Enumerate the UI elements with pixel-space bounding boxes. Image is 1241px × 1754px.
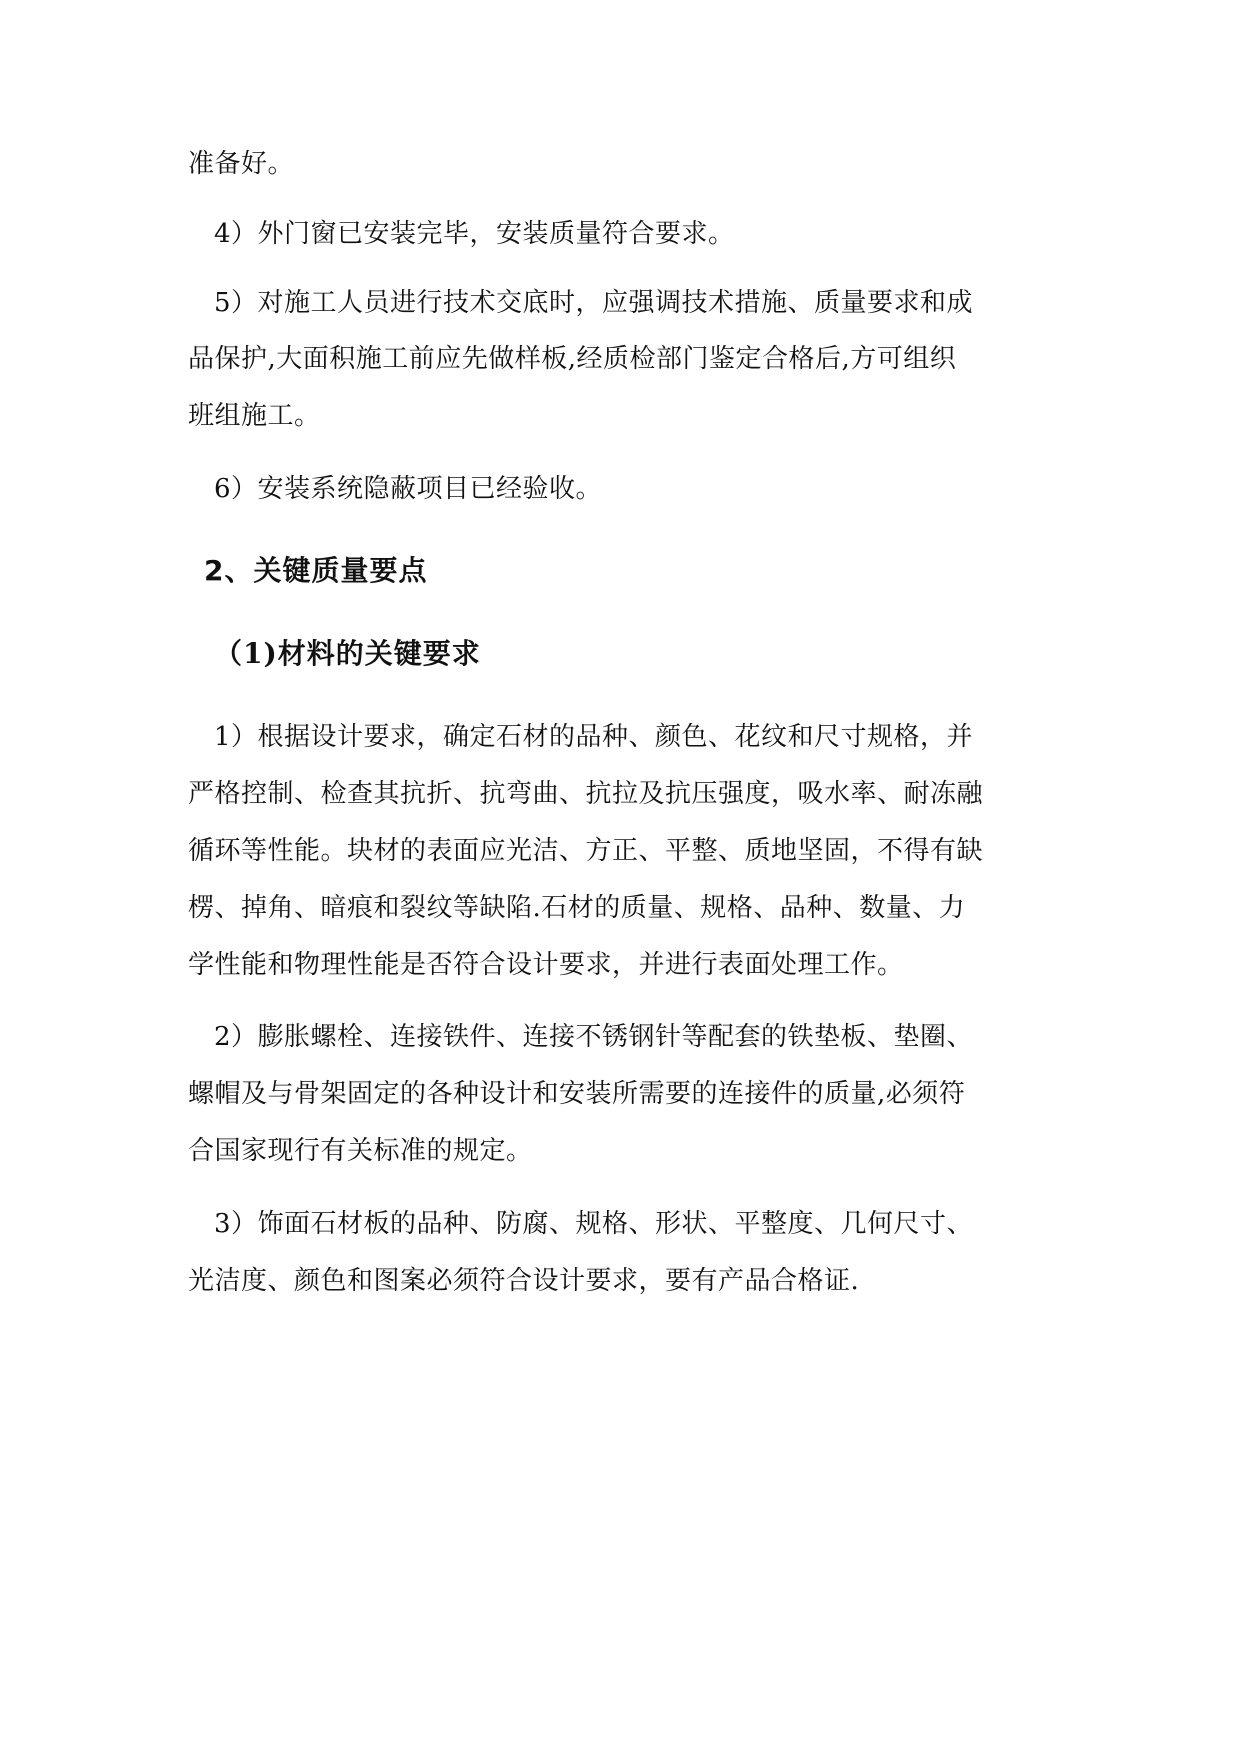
material-item-1-line-5: 学性能和物理性能是否符合设计要求，并进行表面处理工作。 [188,950,904,980]
material-item-2-line-3: 合国家现行有关标准的规定。 [188,1136,533,1166]
material-item-1-line-4: 楞、掉角、暗痕和裂纹等缺陷.石材的质量、规格、品种、数量、力 [188,893,966,923]
material-item-3-line-2: 光洁度、颜色和图案必须符合设计要求，要有产品合格证. [188,1266,860,1296]
material-item-1-line-3: 循环等性能。块材的表面应光洁、方正、平整、质地坚固，不得有缺 [188,836,984,866]
material-item-2-line-2: 螺帽及与骨架固定的各种设计和安装所需要的连接件的质量,必须符 [188,1079,966,1109]
section-heading: 2、关键质量要点 [204,554,428,587]
material-item-1-line-2: 严格控制、检查其抗折、抗弯曲、抗拉及抗压强度，吸水率、耐冻融 [188,779,984,809]
subsection-heading: （1)材料的关键要求 [214,637,481,670]
list-item-5-line-3: 班组施工。 [188,401,321,431]
material-item-2-line-1: 2）膨胀螺栓、连接铁件、连接不锈钢针等配套的铁垫板、垫圈、 [214,1022,974,1052]
material-item-1-line-1: 1）根据设计要求，确定石材的品种、颜色、花纹和尺寸规格，并 [214,722,974,752]
material-item-3-line-1: 3）饰面石材板的品种、防腐、规格、形状、平整度、几何尺寸、 [214,1209,974,1239]
list-item-5-line-2: 品保护,大面积施工前应先做样板,经质检部门鉴定合格后,方可组织 [188,344,957,374]
paragraph-line: 准备好。 [188,149,295,179]
list-item-4: 4）外门窗已安装完毕，安装质量符合要求。 [214,219,735,249]
list-item-6: 6）安装系统隐蔽项目已经验收。 [214,474,603,504]
list-item-5-line-1: 5）对施工人员进行技术交底时，应强调技术措施、质量要求和成 [214,288,974,318]
